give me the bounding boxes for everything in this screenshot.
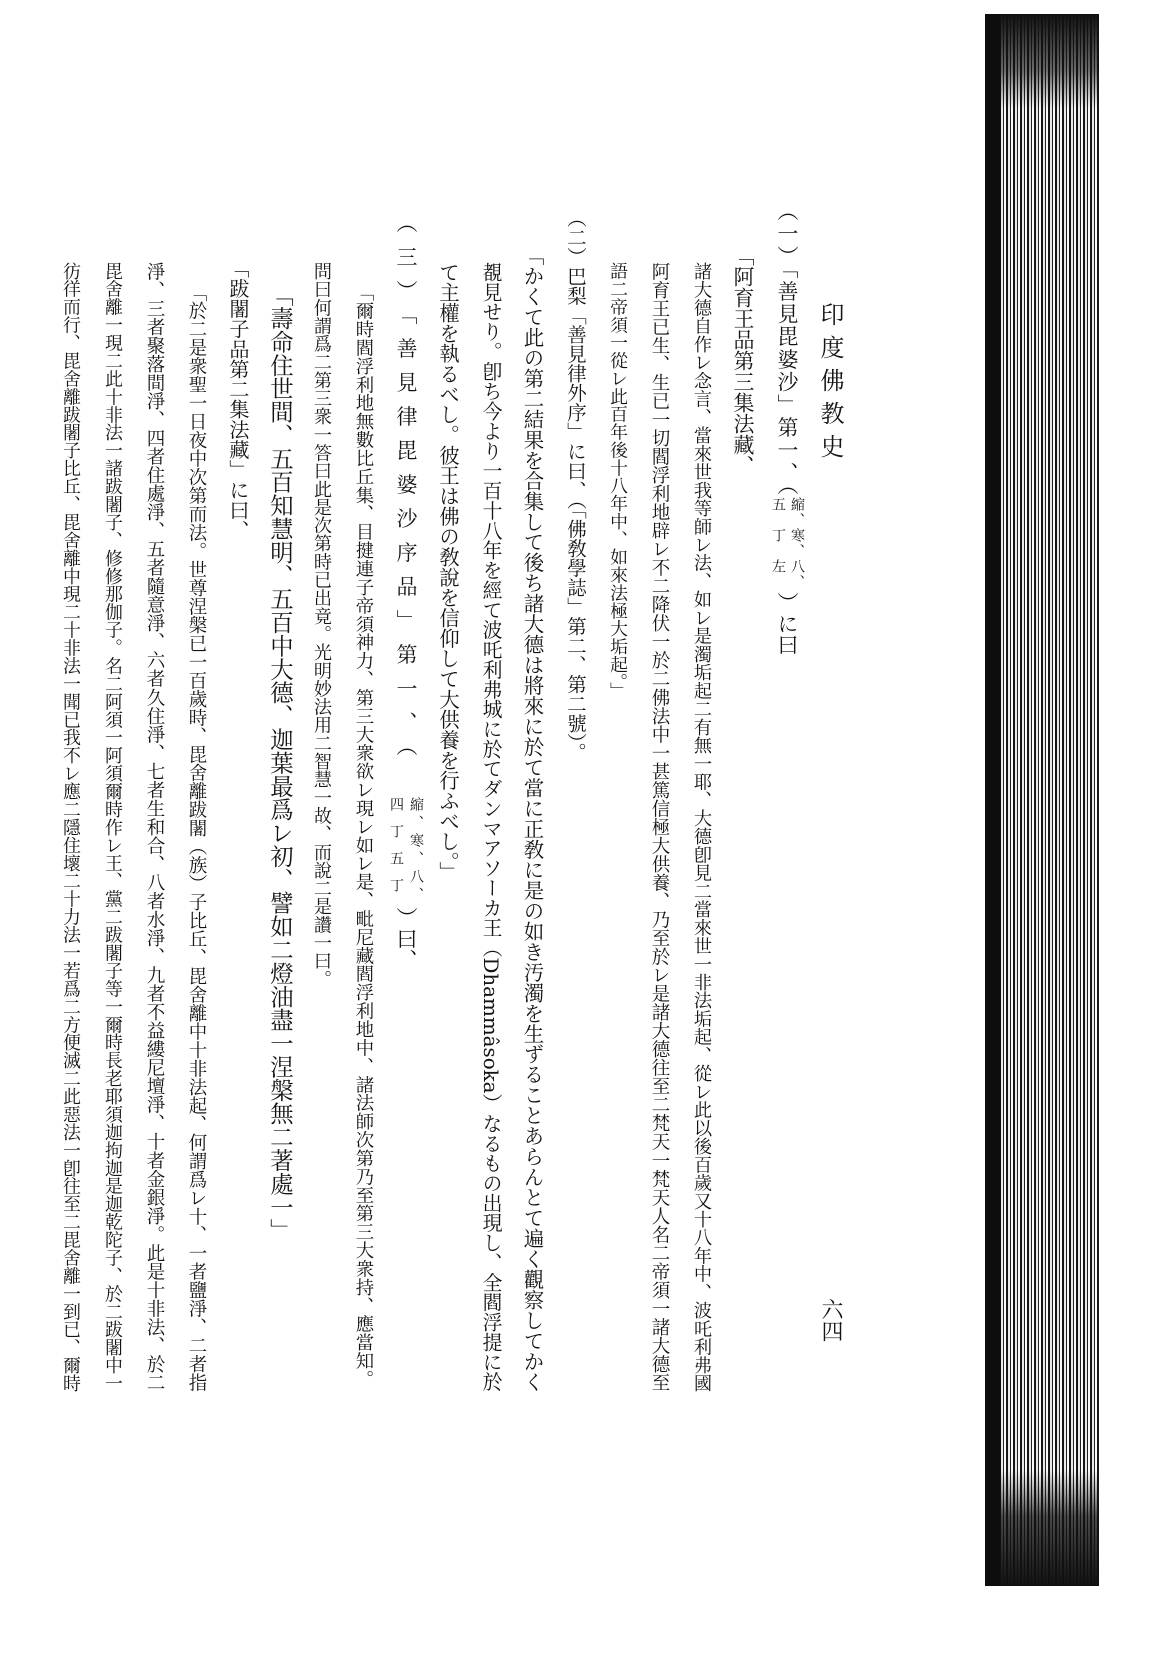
- running-title: 印度佛教史: [816, 302, 844, 467]
- text-column-17: 毘舍離一現二此十非法一諸跋闍子、修修那伽子。名二阿須一阿須爾時作レ王、黨二跋闍子等一爾時長老耶須迦拘迦是迦乾陀子、於二跋闍中一: [102, 262, 123, 1393]
- text-column-7: 「かくて此の第二結果を合集して後ち諸大德は將來に於て當に正敎に是の如き汚濁を生ずることあらんとて遍く觀察してかく: [520, 245, 544, 1392]
- text-column-8: 覩見せり。卽ち今より一百十八年を經て波吒利弗城に於てダンマアソーカ王（Dhammâsoka）なるもの出現し、全閻浮提に於: [479, 262, 502, 1392]
- text-column-14: 「跋闍子品第二集法藏」に曰、: [226, 258, 250, 540]
- page-number: 六四: [818, 1298, 843, 1342]
- book-fore-edge: [985, 14, 1099, 1586]
- text-column-3: 諸大德自作レ念言、當來世我等師レ法、如レ是濁垢起二有無一耶、大德卽見二當來世一非法垢起、從レ此以後百歲又十八年中、波吒利弗國: [691, 262, 712, 1393]
- citation-note-left: 四丁五丁: [388, 797, 404, 905]
- text-column-10-tail: ）曰、: [394, 907, 418, 970]
- text-column-13: 「壽命住世間、五百知慧明、五百中大德、迦葉最爲レ初、譬如二燈油盡一涅槃無二著處一」: [266, 283, 294, 1242]
- book-edge-shadow: [985, 14, 1001, 1586]
- text-column-9: て主權を執るべし。彼王は佛の敎說を信仰して大供養を行ふべし。」: [436, 262, 460, 883]
- text-column-11: 「爾時閻浮利地無數比丘集、目揵連子帝須神力、第三大衆欲レ現レ如レ是、毗尼藏閻浮利地中、諸法師次第乃至第三大衆持、應當知。: [353, 283, 374, 1389]
- text-column-1-tail: ）に曰: [775, 592, 799, 655]
- text-column-15: 「於二是衆聖一日夜中次第而法。世尊涅槃已一百歲時、毘舍離跋闍（族）子比丘、毘舍離中十非法起、何謂爲レ十、一者鹽淨、二者指: [186, 283, 207, 1392]
- citation-note-left: 五丁左: [770, 497, 786, 590]
- text-column-12: 問曰何謂爲二第三衆一答曰此是次第時已出竟。光明妙法用二智慧一故、而說二是讚一曰。: [311, 262, 332, 988]
- text-column-5: 語二帝須一從レ此百年後十八年中、如來法極大垢起。」: [607, 262, 628, 700]
- citation-note-right: 縮、寒、八、: [408, 797, 424, 905]
- text-column-10-heading: （三）「善見律毘婆沙序品」第一、（: [394, 212, 418, 769]
- book-edge-bottom-shadow: [1000, 1470, 1099, 1586]
- book-edge-top-shadow: [1000, 14, 1099, 109]
- text-column-16: 淨、三者聚落間淨、四者住處淨、五者隨意淨、六者久住淨、七者生和合、八者水淨、九者不益縷尼壇淨、十者金銀淨。此是十非法、於二: [144, 262, 165, 1392]
- text-column-6-heading: （二）巴梨「善見律外序」に曰、（「佛敎學誌」第二、第二號）。: [564, 208, 587, 763]
- text-column-18: 彷徉而行、毘舍離跋闍子比丘、毘舍離中現二十非法一聞已我不レ應二隱住壞二十力法一若爲二方便滅二此惡法一卽往至二毘舍離一到已、爾時: [60, 262, 81, 1393]
- text-column-4: 阿育王已生、生已一切閻浮利地辟レ不二降伏一於二佛法中一甚篤信極大供養、乃至於レ是諸大德往至二梵天一梵天人名二帝須一諸大德至: [649, 262, 670, 1392]
- citation-note-right: 縮、寒、八、: [789, 497, 805, 590]
- text-column-2: 「阿育王品第三集法藏、: [731, 245, 755, 476]
- text-column-1-heading: （一）「善見毘婆沙」第一、（: [775, 200, 799, 497]
